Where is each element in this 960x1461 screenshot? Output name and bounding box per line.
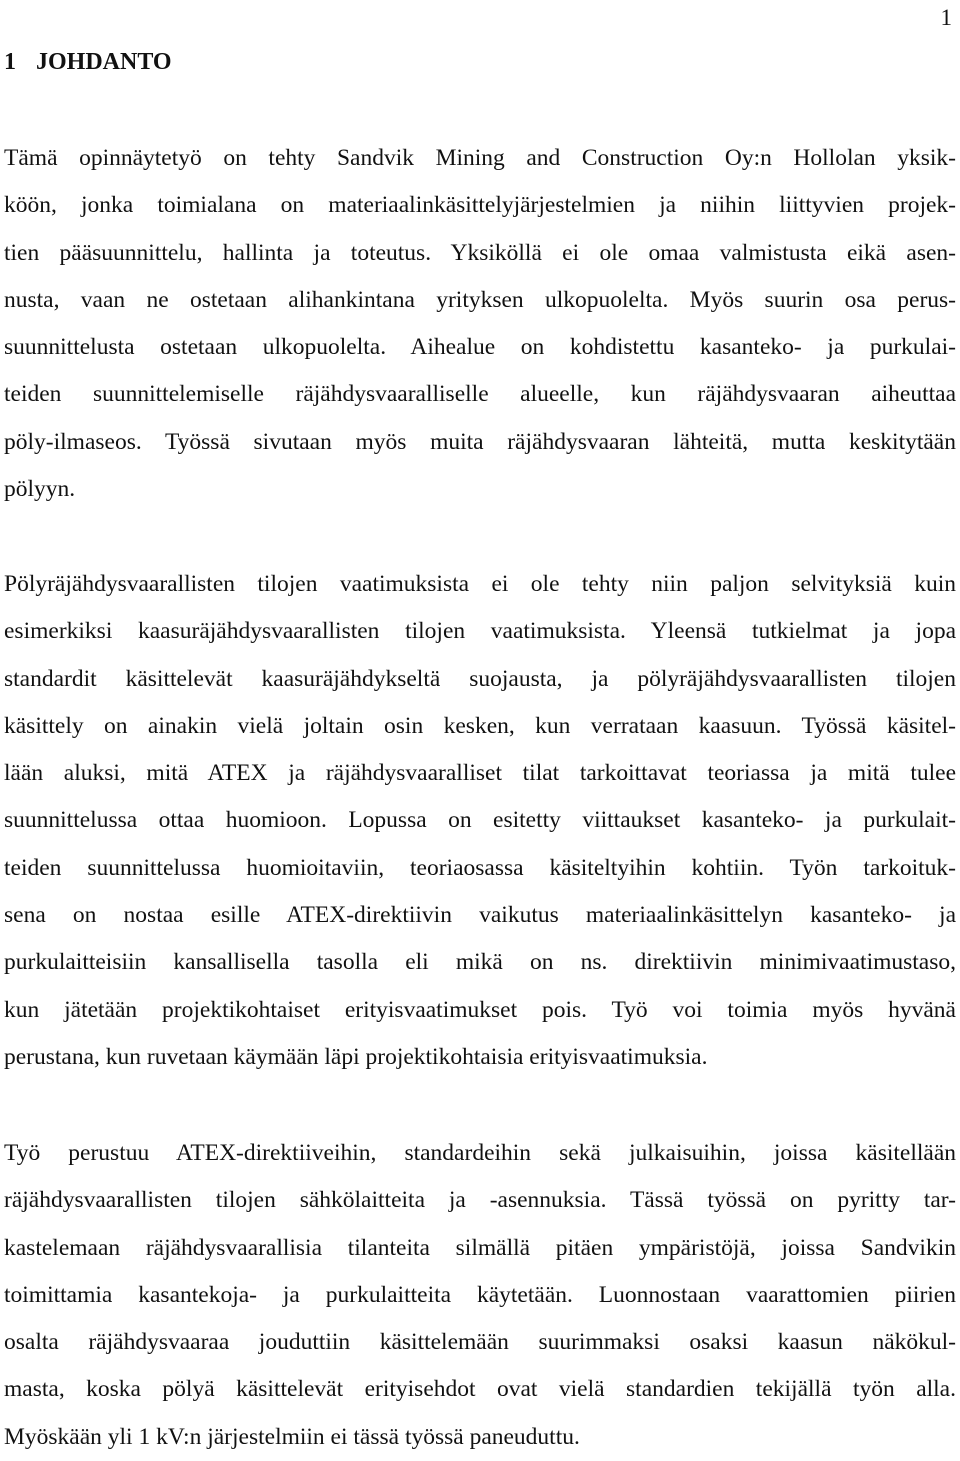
text-line: perustana, kun ruvetaan käymään läpi projektikohtaisia erityisvaatimuksia. [4, 1043, 708, 1070]
text-line: purkulaitteisiin kansallisella tasolla eli mikä on ns. direktiivin minimivaatimustaso, [4, 949, 956, 976]
text-line: masta, koska pölyä käsittelevät erityisehdot ovat vielä standardien tekijällä työn alla. [4, 1376, 956, 1403]
text-line: lään aluksi, mitä ATEX ja räjähdysvaaralliset tilat tarkoittavat teoriassa ja mitä tulee [4, 760, 956, 787]
text-line: teiden suunnittelussa huomioitaviin, teoriaosassa käsiteltyihin kohtiin. Työn tarkoituk- [4, 854, 956, 881]
text-line: Myöskään yli 1 kV:n järjestelmiin ei tässä työssä paneuduttu. [4, 1423, 580, 1450]
text-line: sena on nostaa esille ATEX-direktiivin vaikutus materiaalinkäsittelyn kasanteko- ja [4, 902, 956, 929]
text-line: nusta, vaan ne ostetaan alihankintana yrityksen ulkopuolelta. Myös suurin osa perus- [4, 286, 956, 313]
text-line: tien pääsuunnittelu, hallinta ja toteutus. Yksiköllä ei ole omaa valmistusta eikä asen- [4, 239, 956, 266]
paragraph-1 [4, 135, 956, 513]
text-line: Pölyräjähdysvaarallisten tilojen vaatimuksista ei ole tehty niin paljon selvityksiä kuin [4, 571, 956, 597]
text-line: esimerkiksi kaasuräjähdysvaarallisten tilojen vaatimuksista. Yleensä tutkielmat ja jopa [4, 618, 956, 645]
text-line: käsittely on ainakin vielä joltain osin kesken, kun verrataan kaasuun. Työssä käsitel- [4, 712, 956, 739]
text-line: Tämä opinnäytetyö on tehty Sandvik Mining and Construction Oy:n Hollolan yksik- [4, 145, 956, 171]
text-line: pölyyn. [4, 476, 76, 503]
text-line: Työ perustuu ATEX-direktiiveihin, standardeihin sekä julkaisuihin, joissa käsitellään [4, 1140, 956, 1166]
text-line: kastelemaan räjähdysvaarallisia tilanteita silmällä pitäen ympäristöjä, joissa Sandvikin [4, 1234, 956, 1261]
chapter-number: 1 [4, 49, 16, 75]
text-line: kun jätetään projektikohtaiset erityisvaatimukset pois. Työ voi toimia myös hyvänä [4, 996, 956, 1023]
text-line: suunnittelusta ostetaan ulkopuolelta. Aihealue on kohdistettu kasanteko- ja purkulai- [4, 334, 956, 361]
paragraph-2 [4, 561, 956, 1081]
text-line: pöly-ilmaseos. Työssä sivutaan myös muita räjähdysvaaran lähteitä, mutta keskitytään [4, 428, 956, 455]
page-number: 1 [940, 5, 952, 30]
text-line: teiden suunnittelemiselle räjähdysvaaralliselle alueelle, kun räjähdysvaaran aiheuttaa [4, 381, 956, 408]
text-line: köön, jonka toimialana on materiaalinkäsittelyjärjestelmien ja niihin liittyvien projek- [4, 192, 956, 219]
paragraph-3 [4, 1130, 956, 1461]
text-line: räjähdysvaarallisten tilojen sähkölaitteita ja -asennuksia. Tässä työssä on pyritty tar- [4, 1187, 956, 1214]
chapter-heading [4, 44, 172, 80]
text-line: toimittamia kasantekoja- ja purkulaitteita käytetään. Luonnostaan vaarattomien piirien [4, 1281, 956, 1308]
text-line: osalta räjähdysvaaraa jouduttiin käsittelemään suurimmaksi osaksi kaasun näkökul- [4, 1329, 956, 1356]
text-line: standardit käsittelevät kaasuräjähdykseltä suojausta, ja pölyräjähdysvaarallisten tilojen [4, 665, 956, 692]
chapter-title: JOHDANTO [36, 49, 172, 75]
text-line: suunnittelussa ottaa huomioon. Lopussa on esitetty viittaukset kasanteko- ja purkulait- [4, 807, 956, 834]
